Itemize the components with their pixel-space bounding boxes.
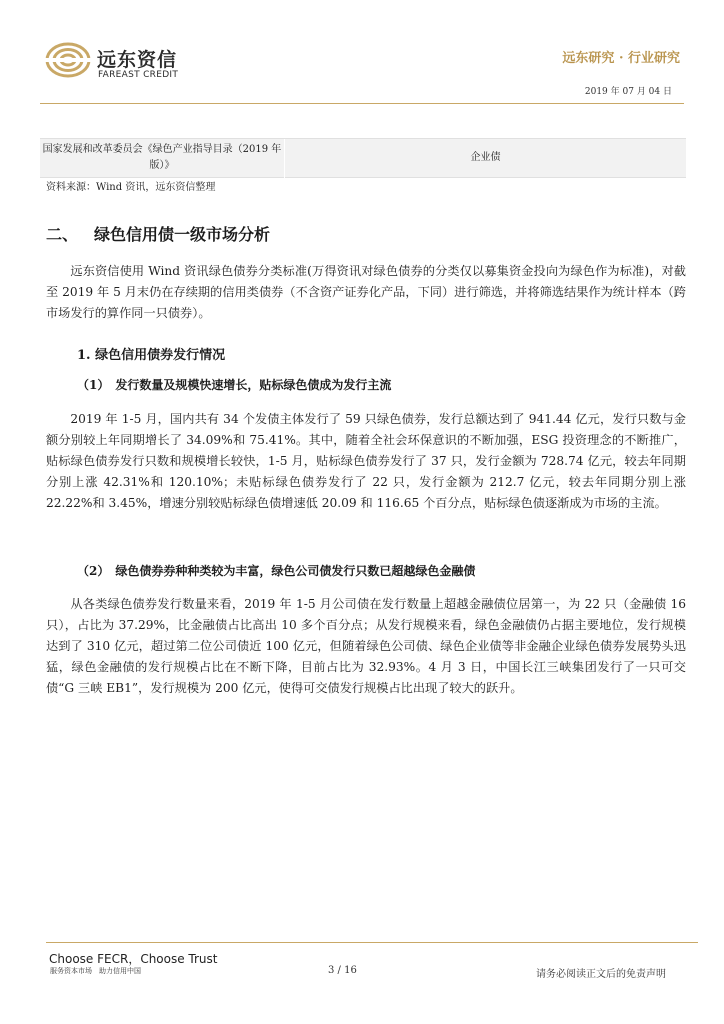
- table-cell-standard: 国家发展和改革委员会《绿色产业指导目录（2019 年版）》: [40, 139, 285, 180]
- section-title: 绿色信用债一级市场分析: [94, 225, 271, 244]
- point-2-paragraph: 从各类绿色债券发行数量来看，2019 年 1-5 月公司债在发行数量上超越金融债位居第一，为 22 只（金融债 16 只），占比为 37.29%，比金融债占比高出 10 多个百分点；从发行规模来看，绿色金融债仍占据主要地位，发行规模达到了 310 亿元，超过第二位公司债近 100 亿元，但随着绿色公司债、绿色企业债等非金融企业绿色债券发展势头迅猛，绿色金融债的发行规模占比在不断下降，目前占比为 32.93%。4 月 3 日，中国长江三峡集团发行了一只可交债“G 三峡 EB1”，发行规模为 200 亿元，使得可交债发行规模占比出现了较大的跃升。: [46, 597, 686, 695]
- section-number: 二、: [46, 225, 79, 244]
- report-date: 2019 年 07 月 04 日: [584, 87, 672, 97]
- standards-table-row: [40, 138, 686, 178]
- fareast-credit-logo-icon: [44, 40, 92, 80]
- page-number: 3 / 16: [328, 965, 357, 976]
- point-2-heading: （2） 绿色债券券种种类较为丰富，绿色公司债发行只数已超越绿色金融债: [77, 564, 476, 578]
- footer-tagline: 服务资本市场 助力信用中国: [50, 967, 141, 975]
- header-divider: [40, 103, 684, 104]
- table-source-note: 资料来源：Wind 资讯，远东资信整理: [46, 182, 216, 193]
- subsection-heading: 1. 绿色信用债券发行情况: [77, 348, 226, 363]
- footer-divider: [46, 942, 698, 943]
- intro-paragraph: 远东资信使用 Wind 资讯绿色债券分类标准(万得资讯对绿色债券的分类仅以募集资金投向为绿色作为标准)，对截至 2019 年 5 月末仍在存续期的信用类债券（不含资产证券化产品，下同）进行筛选，并将筛选结果作为统计样本（跨市场发行的算作同一只债券）。: [46, 264, 686, 320]
- footer-disclaimer: 请务必阅读正文后的免责声明: [536, 969, 666, 980]
- point-1-heading: （1） 发行数量及规模快速增长，贴标绿色债成为发行主流: [77, 378, 392, 392]
- footer-slogan: Choose FECR，Choose Trust: [49, 952, 218, 966]
- brand-name-en: FAREAST CREDIT: [98, 70, 179, 80]
- table-cell-bond-type: 企业债: [470, 152, 501, 163]
- report-category: 远东研究 · 行业研究: [562, 51, 680, 66]
- brand-name-cn: 远东资信: [97, 49, 178, 71]
- point-1-paragraph: 2019 年 1-5 月，国内共有 34 个发债主体发行了 59 只绿色债券，发行总额达到了 941.44 亿元，发行只数与金额分别较上年同期增长了 34.09%和 75.41%。其中，随着全社会环保意识的不断加强，ESG 投资理念的不断推广，贴标绿色债券发行只数和规模增长较快，1-5 月，贴标绿色债券发行了 37 只，发行金额为 728.74 亿元，较去年同期分别上涨 42.31%和 120.10%；未贴标绿色债券发行了 22 只，发行金额为 212.7 亿元，较去年同期分别上涨 22.22%和 3.45%，增速分别较贴标绿色债增速低 20.09 和 116.65 个百分点，贴标绿色债逐渐成为市场的主流。: [46, 412, 686, 510]
- section-heading: [46, 222, 270, 245]
